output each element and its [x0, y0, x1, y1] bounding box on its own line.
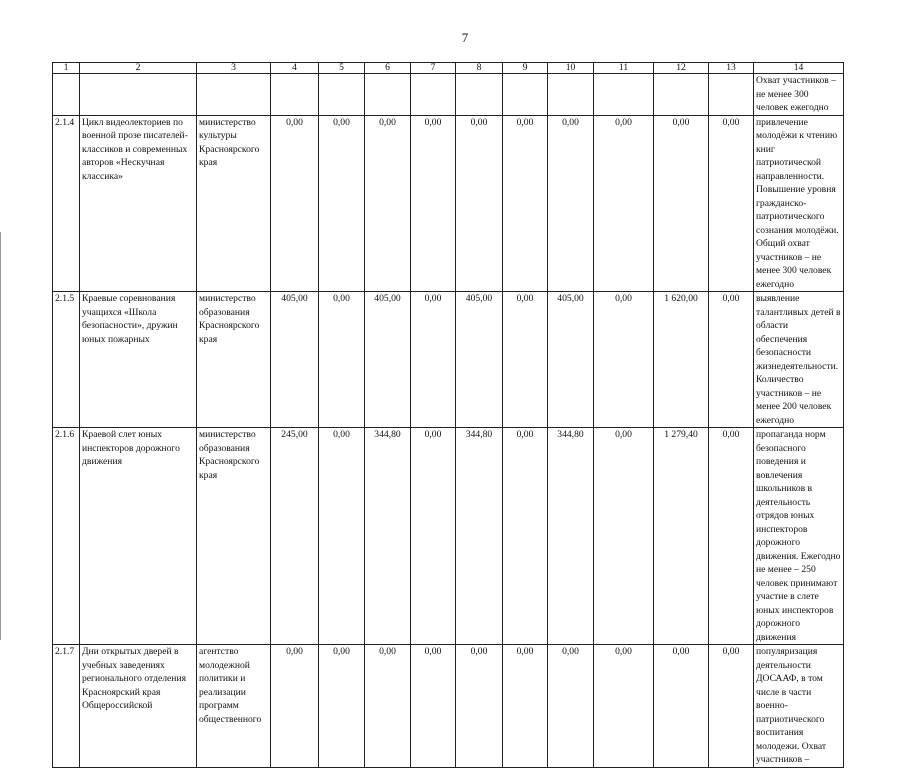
row-value: 0,00 — [594, 292, 654, 428]
row-value: 405,00 — [456, 292, 503, 428]
continuation-row — [53, 74, 844, 116]
row-value: 0,00 — [456, 645, 503, 768]
row-value: 405,00 — [548, 292, 594, 428]
column-header: 9 — [503, 63, 548, 74]
column-header: 13 — [709, 63, 754, 74]
column-header: 3 — [197, 63, 271, 74]
row-value: 1 620,00 — [654, 292, 709, 428]
column-header: 6 — [365, 63, 411, 74]
column-header: 10 — [548, 63, 594, 74]
row-name: Краевые соревнования учащихся «Школа безопасности», дружин юных пожарных — [80, 292, 197, 428]
row-code: 2.1.6 — [53, 428, 80, 645]
row-value: 245,00 — [271, 428, 319, 645]
column-header: 5 — [319, 63, 365, 74]
row-value: 0,00 — [709, 428, 754, 645]
row-value: 0,00 — [319, 428, 365, 645]
page-number: 7 — [461, 30, 469, 45]
column-header: 1 — [53, 63, 80, 74]
row-value: 0,00 — [319, 645, 365, 768]
column-header: 14 — [754, 63, 844, 74]
row-result: популяризация деятельности ДОСААФ, в том числе в части военно-патриотического воспитания молодежи. Охват участников – — [754, 645, 844, 768]
row-executor: агентство молодежной политики и реализации программ общественного — [197, 645, 271, 768]
row-value: 0,00 — [709, 292, 754, 428]
row-value: 0,00 — [411, 115, 456, 292]
row-code: 2.1.4 — [53, 115, 80, 292]
row-value: 0,00 — [411, 645, 456, 768]
row-value: 0,00 — [456, 115, 503, 292]
column-header: 7 — [411, 63, 456, 74]
row-executor: министерство образования Красноярского края — [197, 292, 271, 428]
table-row — [53, 428, 844, 645]
row-value: 405,00 — [365, 292, 411, 428]
row-value: 0,00 — [548, 645, 594, 768]
row-value: 0,00 — [709, 645, 754, 768]
row-value: 0,00 — [594, 428, 654, 645]
row-value: 0,00 — [319, 292, 365, 428]
row-value: 0,00 — [411, 292, 456, 428]
table-row — [53, 292, 844, 428]
row-result: выявление талантливых детей в области обеспечения безопасности жизнедеятельности. Количество участников – не менее 200 человек ежегодно — [754, 292, 844, 428]
column-header: 8 — [456, 63, 503, 74]
row-value: 344,80 — [548, 428, 594, 645]
row-value: 0,00 — [503, 428, 548, 645]
row-executor: министерство образования Красноярского края — [197, 428, 271, 645]
continuation-result-cell: Охват участников – не менее 300 человек ежегодно — [754, 74, 844, 116]
row-value: 1 279,40 — [654, 428, 709, 645]
program-table — [52, 62, 844, 768]
row-value: 0,00 — [594, 115, 654, 292]
row-value: 0,00 — [271, 645, 319, 768]
column-header: 2 — [80, 63, 197, 74]
row-value: 0,00 — [503, 292, 548, 428]
row-value: 0,00 — [319, 115, 365, 292]
row-result: привлечение молодёжи к чтению книг патриотической направленности. Повышение уровня гражданско-патриотического сознания молодёжи. Общий охват участников – не менее 300 человек ежегодно — [754, 115, 844, 292]
row-executor: министерство культуры Красноярского края — [197, 115, 271, 292]
row-code: 2.1.5 — [53, 292, 80, 428]
row-value: 344,80 — [456, 428, 503, 645]
scan-edge-line — [0, 232, 1, 640]
row-result: пропаганда норм безопасного поведения и вовлечения школьников в деятельность отрядов юных инспекторов дорожного движения. Ежегодно не менее – 250 человек принимают участие в слете юных инспекторов дорожного движения — [754, 428, 844, 645]
row-value: 0,00 — [271, 115, 319, 292]
column-header: 4 — [271, 63, 319, 74]
column-number-row — [53, 63, 844, 74]
column-header: 11 — [594, 63, 654, 74]
row-value: 344,80 — [365, 428, 411, 645]
row-value: 0,00 — [654, 645, 709, 768]
row-value: 0,00 — [709, 115, 754, 292]
row-value: 0,00 — [365, 115, 411, 292]
row-value: 405,00 — [271, 292, 319, 428]
row-value: 0,00 — [548, 115, 594, 292]
row-code: 2.1.7 — [53, 645, 80, 768]
row-value: 0,00 — [594, 645, 654, 768]
row-value: 0,00 — [654, 115, 709, 292]
column-header: 12 — [654, 63, 709, 74]
row-name: Цикл видеолекториев по военной прозе писателей-классиков и современных авторов «Нескучная классика» — [80, 115, 197, 292]
row-name: Краевой слет юных инспекторов дорожного движения — [80, 428, 197, 645]
table-row — [53, 115, 844, 292]
row-value: 0,00 — [411, 428, 456, 645]
row-value: 0,00 — [503, 645, 548, 768]
row-name: Дни открытых дверей в учебных заведениях регионального отделения Красноярский края Общероссийской — [80, 645, 197, 768]
table-row — [53, 645, 844, 768]
row-value: 0,00 — [365, 645, 411, 768]
row-value: 0,00 — [503, 115, 548, 292]
